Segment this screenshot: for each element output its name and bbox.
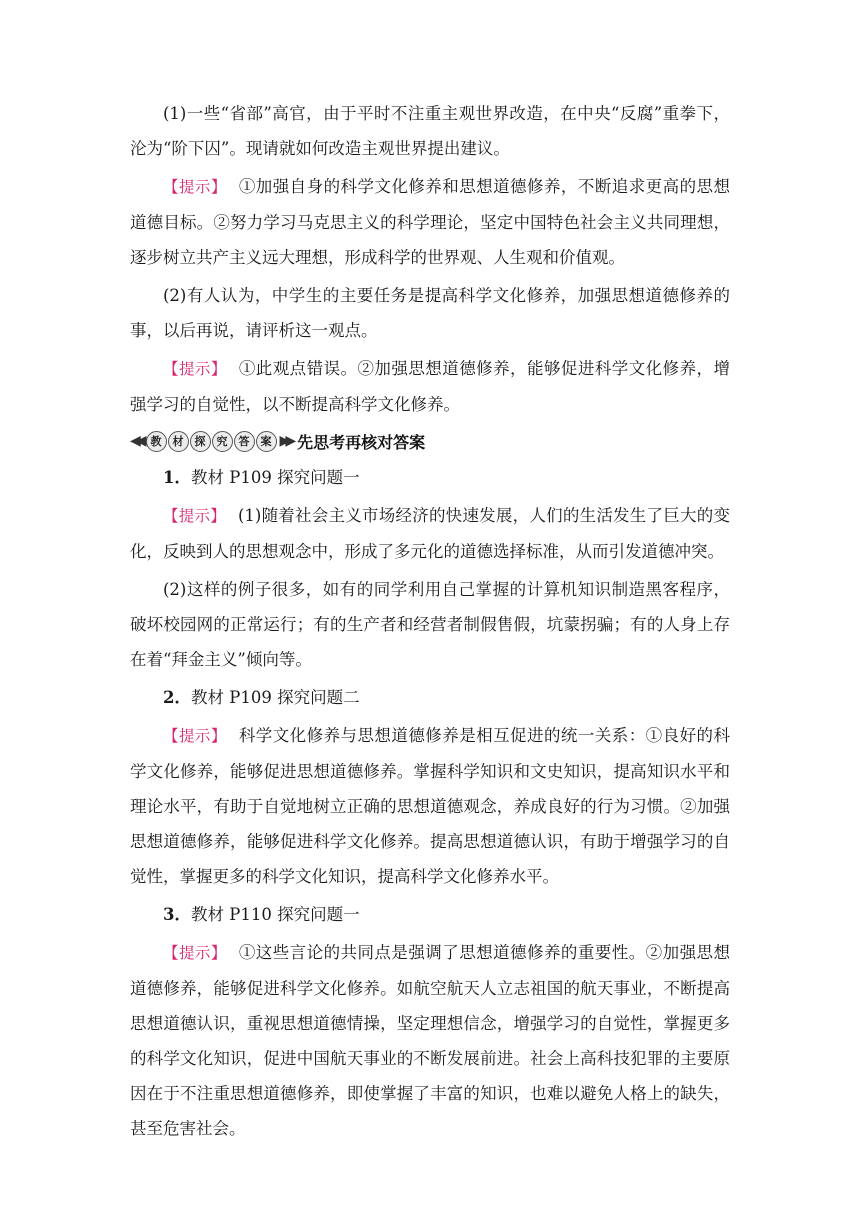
item-1-answer: 【提示】 (1)随着社会主义市场经济的快速发展，人们的生活发生了巨大的变化，反映到人的思想观念中，形成了多元化的道德选择标准，从而引发道德冲突。 [130, 506, 730, 561]
document-page [130, 96, 730, 1146]
double-chevron-right-icon: ▶▶ [279, 433, 292, 449]
banner-title: 先思考再核对答案 [297, 432, 426, 452]
item-1-extra: (2)这样的例子很多，如有的同学利用自己掌握的计算机知识制造黑客程序，破坏校园网的正常运行；有的生产者和经营者制假售假，坑蒙拐骗；有的人身上存在着“拜金主义”倾向等。 [130, 580, 730, 669]
hint-tag: 【提示】 [163, 507, 226, 525]
item-3-heading: 3．教材 P110 探究问题一 [163, 905, 360, 924]
item-3-answer: 【提示】 ①这些言论的共同点是强调了思想道德修养的重要性。②加强思想道德修养，能够促进科学文化修养。如航空航天人立志祖国的航天事业，不断提高思想道德认识，重视思想道德情操，坚定理想信念，增强学习的自觉性，掌握更多的科学文化知识，促进中国航天事业的不断发展前进。社会上高科技犯罪的主要原因在于不注重思想道德修养，即使掌握了丰富的知识，也难以避免人格上的缺失，甚至危害社会。 [130, 943, 730, 1138]
double-chevron-left-icon: ◀◀ [130, 433, 142, 449]
answer-2 [130, 351, 730, 422]
hint-tag: 【提示】 [163, 727, 227, 745]
hint-tag: 【提示】 [163, 944, 227, 962]
item-2-heading: 2．教材 P109 探究问题二 [163, 688, 360, 707]
banner-char-circle: 教 [146, 431, 167, 452]
answer-2-text: ①此观点错误。②加强思想道德修养，能够促进科学文化修养，增强学习的自觉性，以不断提高科学文化修养。 [130, 359, 730, 414]
banner-char-circle: 探 [190, 431, 211, 452]
answer-1-text: ①加强自身的科学文化修养和思想道德修养，不断追求更高的思想道德目标。②努力学习马克思主义的科学理论，坚定中国特色社会主义共同理想，逐步树立共产主义远大理想，形成科学的世界观、人生观和价值观。 [130, 177, 730, 267]
item-2-answer: 【提示】 科学文化修养与思想道德修养是相互促进的统一关系：①良好的科学文化修养，能够促进思想道德修养。掌握科学知识和文史知识，提高知识水平和理论水平，有助于自觉地树立正确的思想道德观念，养成良好的行为习惯。②加强思想道德修养，能够促进科学文化修养。提高思想道德认识，有助于增强学习的自觉性，掌握更多的科学文化知识，提高科学文化修养水平。 [130, 726, 730, 886]
section-banner [130, 424, 730, 458]
question-2: (2)有人认为，中学生的主要任务是提高科学文化修养，加强思想道德修养的事，以后再说，请评析这一观点。 [130, 286, 730, 340]
hint-tag: 【提示】 [163, 360, 227, 378]
banner-char-circle: 答 [234, 431, 255, 452]
item-1-heading: 1．教材 P109 探究问题一 [163, 468, 360, 487]
question-1: (1)一些“省部”高官，由于平时不注重主观世界改造，在中央“反腐”重拳下，沦为“阶下囚”。现请就如何改造主观世界提出建议。 [130, 104, 730, 158]
banner-char-circle: 材 [168, 431, 189, 452]
hint-tag: 【提示】 [163, 178, 227, 196]
banner-char-circle: 案 [256, 431, 277, 452]
answer-1 [130, 169, 730, 275]
banner-char-circle: 究 [212, 431, 233, 452]
